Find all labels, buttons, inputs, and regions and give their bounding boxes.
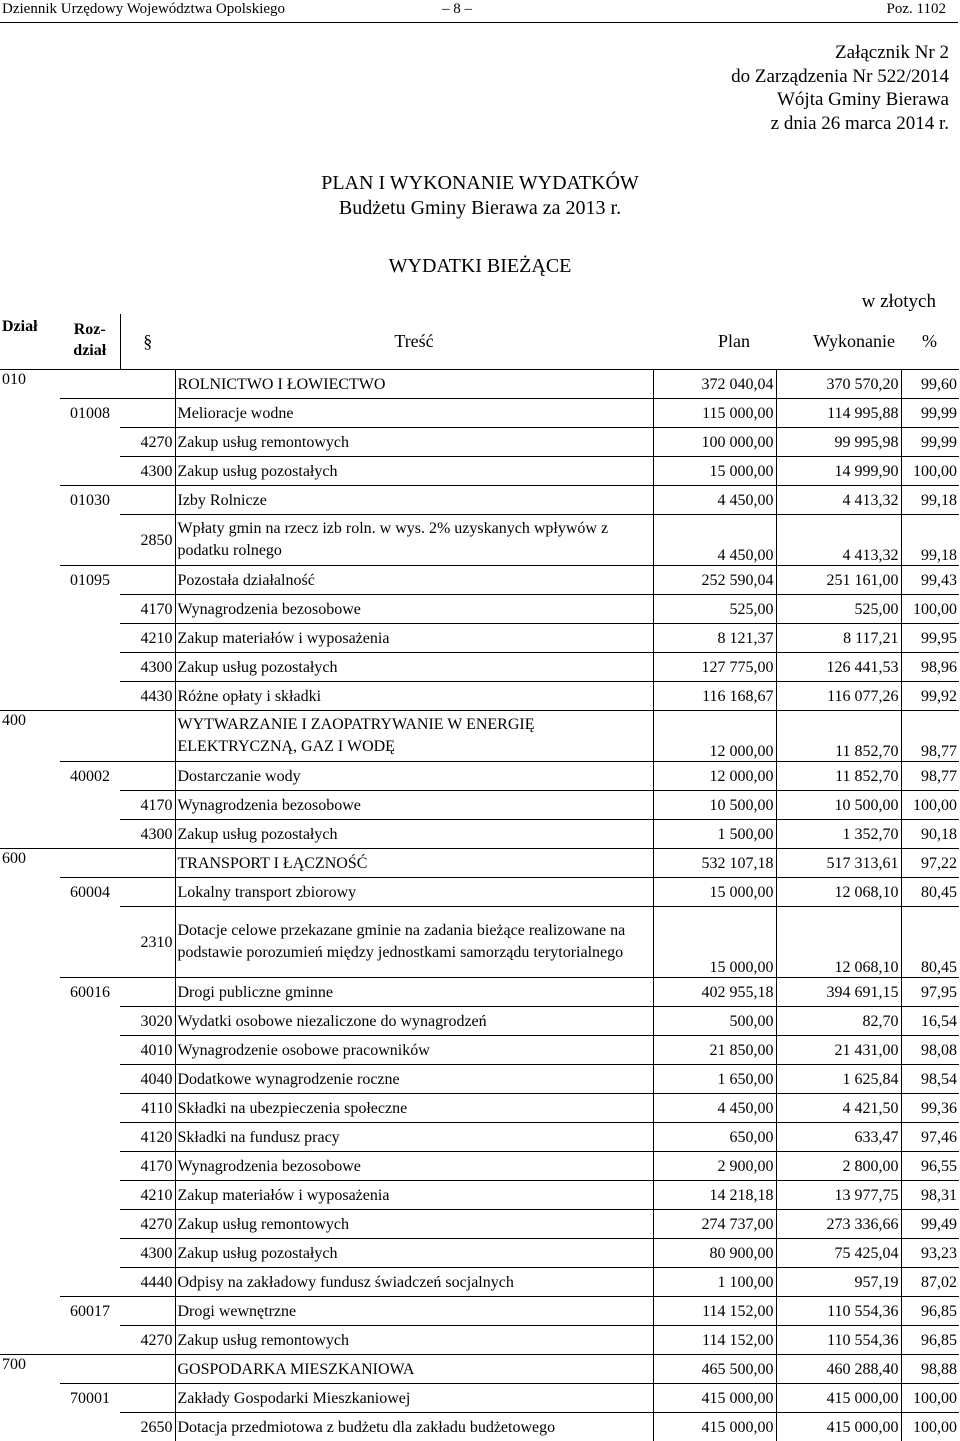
cell-paragraph xyxy=(120,978,175,1007)
cell-paragraph xyxy=(120,849,175,878)
cell-plan: 100 000,00 xyxy=(653,428,776,457)
cell-tresc: Wynagrodzenie osobowe pracowników xyxy=(175,1036,653,1065)
cell-rozdzial xyxy=(60,1326,120,1355)
table-row xyxy=(0,791,959,820)
cell-plan: 252 590,04 xyxy=(653,566,776,595)
cell-rozdzial: 70001 xyxy=(60,1384,120,1413)
cell-rozdzial xyxy=(60,682,120,711)
cell-pct: 98,31 xyxy=(901,1181,959,1210)
cell-dzial: 700 xyxy=(0,1355,60,1384)
cell-tresc: Izby Rolnicze xyxy=(175,486,653,515)
cell-wykonanie: 957,19 xyxy=(776,1268,901,1297)
cell-pct: 98,77 xyxy=(901,762,959,791)
cell-dzial xyxy=(0,566,60,595)
cell-tresc: Wynagrodzenia bezosobowe xyxy=(175,791,653,820)
cell-paragraph: 4300 xyxy=(120,1239,175,1268)
table-row xyxy=(0,1239,959,1268)
table-row xyxy=(0,978,959,1007)
cell-paragraph: 4270 xyxy=(120,1326,175,1355)
table-row xyxy=(0,1007,959,1036)
annex-line-2: do Zarządzenia Nr 522/2014 xyxy=(731,65,949,89)
cell-pct: 98,77 xyxy=(901,711,959,762)
cell-wykonanie: 21 431,00 xyxy=(776,1036,901,1065)
cell-pct: 99,49 xyxy=(901,1210,959,1239)
cell-rozdzial xyxy=(60,370,120,399)
annex-line-1: Załącznik Nr 2 xyxy=(731,41,949,65)
col-header-pct: % xyxy=(901,314,959,370)
cell-paragraph: 4010 xyxy=(120,1036,175,1065)
cell-dzial xyxy=(0,878,60,907)
cell-wykonanie: 126 441,53 xyxy=(776,653,901,682)
cell-wykonanie: 1 352,70 xyxy=(776,820,901,849)
cell-wykonanie: 2 800,00 xyxy=(776,1152,901,1181)
cell-dzial xyxy=(0,791,60,820)
cell-pct: 99,36 xyxy=(901,1094,959,1123)
cell-plan: 4 450,00 xyxy=(653,1094,776,1123)
cell-tresc: Składki na ubezpieczenia społeczne xyxy=(175,1094,653,1123)
cell-rozdzial xyxy=(60,624,120,653)
table-row xyxy=(0,1297,959,1326)
cell-paragraph xyxy=(120,878,175,907)
cell-pct: 98,88 xyxy=(901,1355,959,1384)
cell-wykonanie: 13 977,75 xyxy=(776,1181,901,1210)
cell-pct: 87,02 xyxy=(901,1268,959,1297)
cell-wykonanie: 11 852,70 xyxy=(776,762,901,791)
cell-tresc: Dostarczanie wody xyxy=(175,762,653,791)
cell-rozdzial xyxy=(60,1094,120,1123)
table-row xyxy=(0,624,959,653)
cell-dzial xyxy=(0,1297,60,1326)
cell-dzial xyxy=(0,515,60,566)
cell-pct: 98,96 xyxy=(901,653,959,682)
cell-rozdzial: 01030 xyxy=(60,486,120,515)
cell-tresc: Zakup materiałów i wyposażenia xyxy=(175,624,653,653)
cell-wykonanie: 82,70 xyxy=(776,1007,901,1036)
table-row xyxy=(0,1326,959,1355)
cell-plan: 21 850,00 xyxy=(653,1036,776,1065)
cell-wykonanie: 114 995,88 xyxy=(776,399,901,428)
cell-pct: 96,85 xyxy=(901,1297,959,1326)
cell-dzial xyxy=(0,907,60,978)
cell-tresc: Składki na fundusz pracy xyxy=(175,1123,653,1152)
cell-dzial xyxy=(0,428,60,457)
expenditure-table xyxy=(0,314,959,1441)
table-header-row xyxy=(0,314,959,370)
cell-rozdzial xyxy=(60,907,120,978)
table-body xyxy=(0,370,959,1441)
cell-dzial xyxy=(0,762,60,791)
section-title: WYDATKI BIEŻĄCE xyxy=(0,255,960,278)
cell-paragraph xyxy=(120,1355,175,1384)
cell-plan: 415 000,00 xyxy=(653,1384,776,1413)
cell-dzial xyxy=(0,486,60,515)
cell-dzial xyxy=(0,1181,60,1210)
cell-rozdzial: 40002 xyxy=(60,762,120,791)
table-row xyxy=(0,820,959,849)
cell-wykonanie: 460 288,40 xyxy=(776,1355,901,1384)
cell-tresc: Melioracje wodne xyxy=(175,399,653,428)
cell-rozdzial xyxy=(60,1268,120,1297)
table-row xyxy=(0,1181,959,1210)
cell-dzial: 400 xyxy=(0,711,60,762)
cell-rozdzial xyxy=(60,653,120,682)
cell-tresc: Zakup usług remontowych xyxy=(175,1326,653,1355)
cell-plan: 500,00 xyxy=(653,1007,776,1036)
cell-tresc: Zakup materiałów i wyposażenia xyxy=(175,1181,653,1210)
cell-tresc: Wynagrodzenia bezosobowe xyxy=(175,595,653,624)
cell-pct: 99,92 xyxy=(901,682,959,711)
cell-wykonanie: 8 117,21 xyxy=(776,624,901,653)
annex-line-3: Wójta Gminy Bierawa xyxy=(731,88,949,112)
cell-pct: 100,00 xyxy=(901,1384,959,1413)
cell-dzial: 010 xyxy=(0,370,60,399)
table-row xyxy=(0,653,959,682)
cell-rozdzial xyxy=(60,1065,120,1094)
cell-plan: 127 775,00 xyxy=(653,653,776,682)
cell-dzial xyxy=(0,457,60,486)
cell-rozdzial xyxy=(60,428,120,457)
cell-pct: 99,95 xyxy=(901,624,959,653)
cell-wykonanie: 1 625,84 xyxy=(776,1065,901,1094)
cell-dzial xyxy=(0,595,60,624)
col-header-plan: Plan xyxy=(653,314,776,370)
cell-rozdzial xyxy=(60,1239,120,1268)
cell-dzial xyxy=(0,1239,60,1268)
cell-dzial xyxy=(0,820,60,849)
position-number: Poz. 1102 xyxy=(887,1,946,18)
table-row xyxy=(0,849,959,878)
cell-rozdzial: 01095 xyxy=(60,566,120,595)
cell-tresc: Zakup usług remontowych xyxy=(175,1210,653,1239)
cell-wykonanie: 415 000,00 xyxy=(776,1384,901,1413)
cell-paragraph: 4170 xyxy=(120,595,175,624)
cell-paragraph: 4300 xyxy=(120,653,175,682)
cell-pct: 100,00 xyxy=(901,1413,959,1441)
cell-tresc: Lokalny transport zbiorowy xyxy=(175,878,653,907)
page-number: – 8 – xyxy=(442,1,472,18)
cell-wykonanie: 273 336,66 xyxy=(776,1210,901,1239)
cell-wykonanie: 12 068,10 xyxy=(776,907,901,978)
cell-plan: 80 900,00 xyxy=(653,1239,776,1268)
cell-paragraph: 4300 xyxy=(120,457,175,486)
cell-paragraph xyxy=(120,370,175,399)
cell-rozdzial xyxy=(60,791,120,820)
cell-paragraph: 2850 xyxy=(120,515,175,566)
cell-paragraph: 4430 xyxy=(120,682,175,711)
cell-plan: 12 000,00 xyxy=(653,711,776,762)
col-header-wykonanie: Wykonanie xyxy=(776,314,901,370)
cell-tresc: TRANSPORT I ŁĄCZNOŚĆ xyxy=(175,849,653,878)
cell-paragraph xyxy=(120,486,175,515)
table-row xyxy=(0,1210,959,1239)
cell-tresc: Zakup usług pozostałych xyxy=(175,820,653,849)
cell-pct: 99,18 xyxy=(901,486,959,515)
cell-pct: 97,95 xyxy=(901,978,959,1007)
cell-paragraph: 4040 xyxy=(120,1065,175,1094)
cell-pct: 98,08 xyxy=(901,1036,959,1065)
cell-wykonanie: 10 500,00 xyxy=(776,791,901,820)
table-row xyxy=(0,370,959,399)
cell-paragraph: 4120 xyxy=(120,1123,175,1152)
cell-tresc: Wpłaty gmin na rzecz izb roln. w wys. 2% uzyskanych wpływów z podatku rolnego xyxy=(175,515,653,566)
cell-plan: 15 000,00 xyxy=(653,907,776,978)
cell-rozdzial xyxy=(60,595,120,624)
cell-tresc: Wynagrodzenia bezosobowe xyxy=(175,1152,653,1181)
cell-dzial xyxy=(0,624,60,653)
cell-dzial xyxy=(0,1210,60,1239)
unit-label: w złotych xyxy=(862,291,936,313)
cell-plan: 402 955,18 xyxy=(653,978,776,1007)
col-header-rozdzial xyxy=(60,314,120,370)
header-divider xyxy=(0,22,958,23)
cell-wykonanie: 11 852,70 xyxy=(776,711,901,762)
cell-wykonanie: 525,00 xyxy=(776,595,901,624)
cell-pct: 16,54 xyxy=(901,1007,959,1036)
cell-paragraph xyxy=(120,399,175,428)
cell-rozdzial xyxy=(60,849,120,878)
cell-tresc: GOSPODARKA MIESZKANIOWA xyxy=(175,1355,653,1384)
cell-plan: 465 500,00 xyxy=(653,1355,776,1384)
cell-wykonanie: 4 421,50 xyxy=(776,1094,901,1123)
table-row xyxy=(0,1384,959,1413)
cell-rozdzial xyxy=(60,1355,120,1384)
col-header-paragraph: § xyxy=(120,314,175,370)
cell-wykonanie: 14 999,90 xyxy=(776,457,901,486)
cell-pct: 99,60 xyxy=(901,370,959,399)
cell-rozdzial xyxy=(60,515,120,566)
cell-plan: 1 500,00 xyxy=(653,820,776,849)
cell-dzial xyxy=(0,1065,60,1094)
cell-plan: 10 500,00 xyxy=(653,791,776,820)
cell-tresc: Zakup usług pozostałych xyxy=(175,653,653,682)
table-row xyxy=(0,762,959,791)
cell-wykonanie: 116 077,26 xyxy=(776,682,901,711)
table-row xyxy=(0,1123,959,1152)
cell-pct: 97,46 xyxy=(901,1123,959,1152)
cell-tresc: Odpisy na zakładowy fundusz świadczeń socjalnych xyxy=(175,1268,653,1297)
cell-paragraph xyxy=(120,711,175,762)
cell-wykonanie: 110 554,36 xyxy=(776,1297,901,1326)
cell-pct: 100,00 xyxy=(901,595,959,624)
table-row xyxy=(0,711,959,762)
cell-plan: 650,00 xyxy=(653,1123,776,1152)
cell-plan: 8 121,37 xyxy=(653,624,776,653)
col-header-dzial: Dział xyxy=(0,314,60,370)
cell-tresc: Zakłady Gospodarki Mieszkaniowej xyxy=(175,1384,653,1413)
cell-pct: 96,55 xyxy=(901,1152,959,1181)
cell-rozdzial xyxy=(60,1036,120,1065)
cell-pct: 80,45 xyxy=(901,907,959,978)
cell-dzial xyxy=(0,1007,60,1036)
cell-paragraph: 2650 xyxy=(120,1413,175,1441)
cell-wykonanie: 4 413,32 xyxy=(776,515,901,566)
cell-dzial xyxy=(0,1152,60,1181)
cell-paragraph xyxy=(120,566,175,595)
cell-plan: 15 000,00 xyxy=(653,457,776,486)
cell-tresc: Różne opłaty i składki xyxy=(175,682,653,711)
cell-pct: 99,18 xyxy=(901,515,959,566)
cell-plan: 1 650,00 xyxy=(653,1065,776,1094)
cell-paragraph: 4170 xyxy=(120,1152,175,1181)
cell-pct: 100,00 xyxy=(901,791,959,820)
cell-tresc: Drogi wewnętrzne xyxy=(175,1297,653,1326)
cell-wykonanie: 99 995,98 xyxy=(776,428,901,457)
table-row xyxy=(0,428,959,457)
cell-pct: 99,43 xyxy=(901,566,959,595)
cell-plan: 4 450,00 xyxy=(653,515,776,566)
cell-paragraph: 4110 xyxy=(120,1094,175,1123)
doc-title-line-2: Budżetu Gminy Bierawa za 2013 r. xyxy=(0,197,960,220)
cell-tresc: Zakup usług pozostałych xyxy=(175,457,653,486)
cell-plan: 114 152,00 xyxy=(653,1297,776,1326)
cell-wykonanie: 633,47 xyxy=(776,1123,901,1152)
table-row xyxy=(0,1152,959,1181)
cell-wykonanie: 12 068,10 xyxy=(776,878,901,907)
cell-paragraph xyxy=(120,1297,175,1326)
table-row xyxy=(0,1268,959,1297)
cell-plan: 12 000,00 xyxy=(653,762,776,791)
cell-paragraph: 4210 xyxy=(120,624,175,653)
cell-rozdzial xyxy=(60,1181,120,1210)
cell-pct: 90,18 xyxy=(901,820,959,849)
annex-block xyxy=(731,41,949,135)
cell-dzial xyxy=(0,1413,60,1441)
annex-line-4: z dnia 26 marca 2014 r. xyxy=(731,112,949,136)
cell-wykonanie: 415 000,00 xyxy=(776,1413,901,1441)
cell-wykonanie: 75 425,04 xyxy=(776,1239,901,1268)
cell-pct: 98,54 xyxy=(901,1065,959,1094)
page-header xyxy=(0,0,960,22)
cell-tresc: WYTWARZANIE I ZAOPATRYWANIE W ENERGIĘ ELEKTRYCZNĄ, GAZ I WODĘ xyxy=(175,711,653,762)
cell-tresc: Dodatkowe wynagrodzenie roczne xyxy=(175,1065,653,1094)
cell-pct: 80,45 xyxy=(901,878,959,907)
cell-rozdzial xyxy=(60,711,120,762)
cell-paragraph: 4170 xyxy=(120,791,175,820)
table-row xyxy=(0,515,959,566)
cell-tresc: ROLNICTWO I ŁOWIECTWO xyxy=(175,370,653,399)
cell-rozdzial xyxy=(60,457,120,486)
cell-rozdzial xyxy=(60,820,120,849)
cell-plan: 2 900,00 xyxy=(653,1152,776,1181)
cell-tresc: Dotacje celowe przekazane gminie na zadania bieżące realizowane na podstawie porozumień między jednostkami samorządu terytorialnego xyxy=(175,907,653,978)
cell-rozdzial: 01008 xyxy=(60,399,120,428)
table-row xyxy=(0,1413,959,1441)
col-header-rozdzial-line-2: dział xyxy=(73,342,106,359)
cell-paragraph: 4210 xyxy=(120,1181,175,1210)
table-row xyxy=(0,1355,959,1384)
cell-rozdzial: 60017 xyxy=(60,1297,120,1326)
table-row xyxy=(0,878,959,907)
journal-name: Dziennik Urzędowy Województwa Opolskiego xyxy=(2,1,285,18)
cell-tresc: Wydatki osobowe niezaliczone do wynagrodzeń xyxy=(175,1007,653,1036)
cell-paragraph: 2310 xyxy=(120,907,175,978)
cell-paragraph: 4270 xyxy=(120,1210,175,1239)
cell-rozdzial xyxy=(60,1210,120,1239)
cell-rozdzial xyxy=(60,1123,120,1152)
cell-tresc: Pozostała działalność xyxy=(175,566,653,595)
cell-tresc: Zakup usług pozostałych xyxy=(175,1239,653,1268)
table-row xyxy=(0,1094,959,1123)
cell-plan: 532 107,18 xyxy=(653,849,776,878)
table-row xyxy=(0,907,959,978)
cell-wykonanie: 251 161,00 xyxy=(776,566,901,595)
cell-plan: 4 450,00 xyxy=(653,486,776,515)
cell-plan: 274 737,00 xyxy=(653,1210,776,1239)
cell-plan: 14 218,18 xyxy=(653,1181,776,1210)
cell-dzial xyxy=(0,399,60,428)
cell-dzial xyxy=(0,1094,60,1123)
table-row xyxy=(0,682,959,711)
table-row xyxy=(0,486,959,515)
cell-wykonanie: 517 313,61 xyxy=(776,849,901,878)
table-row xyxy=(0,1036,959,1065)
cell-rozdzial: 60004 xyxy=(60,878,120,907)
cell-plan: 1 100,00 xyxy=(653,1268,776,1297)
cell-pct: 96,85 xyxy=(901,1326,959,1355)
cell-dzial xyxy=(0,1268,60,1297)
cell-dzial xyxy=(0,1036,60,1065)
col-header-tresc: Treść xyxy=(175,314,653,370)
cell-dzial xyxy=(0,682,60,711)
cell-dzial xyxy=(0,653,60,682)
cell-rozdzial xyxy=(60,1413,120,1441)
cell-paragraph xyxy=(120,1384,175,1413)
cell-paragraph xyxy=(120,762,175,791)
cell-dzial xyxy=(0,1123,60,1152)
cell-dzial xyxy=(0,978,60,1007)
cell-plan: 15 000,00 xyxy=(653,878,776,907)
col-header-rozdzial-line-1: Roz- xyxy=(74,321,106,338)
cell-pct: 93,23 xyxy=(901,1239,959,1268)
cell-plan: 115 000,00 xyxy=(653,399,776,428)
cell-rozdzial: 60016 xyxy=(60,978,120,1007)
table-row xyxy=(0,457,959,486)
cell-pct: 99,99 xyxy=(901,399,959,428)
cell-wykonanie: 370 570,20 xyxy=(776,370,901,399)
cell-plan: 415 000,00 xyxy=(653,1413,776,1441)
table-row xyxy=(0,566,959,595)
table-row xyxy=(0,595,959,624)
cell-paragraph: 4300 xyxy=(120,820,175,849)
cell-paragraph: 4440 xyxy=(120,1268,175,1297)
doc-title-line-1: PLAN I WYKONANIE WYDATKÓW xyxy=(0,172,960,195)
cell-tresc: Drogi publiczne gminne xyxy=(175,978,653,1007)
cell-wykonanie: 4 413,32 xyxy=(776,486,901,515)
table-row xyxy=(0,1065,959,1094)
cell-plan: 116 168,67 xyxy=(653,682,776,711)
cell-tresc: Zakup usług remontowych xyxy=(175,428,653,457)
cell-paragraph: 4270 xyxy=(120,428,175,457)
cell-dzial: 600 xyxy=(0,849,60,878)
cell-dzial xyxy=(0,1326,60,1355)
cell-wykonanie: 394 691,15 xyxy=(776,978,901,1007)
cell-rozdzial xyxy=(60,1007,120,1036)
cell-plan: 525,00 xyxy=(653,595,776,624)
cell-dzial xyxy=(0,1384,60,1413)
cell-plan: 114 152,00 xyxy=(653,1326,776,1355)
cell-rozdzial xyxy=(60,1152,120,1181)
table-row xyxy=(0,399,959,428)
cell-wykonanie: 110 554,36 xyxy=(776,1326,901,1355)
cell-paragraph: 3020 xyxy=(120,1007,175,1036)
cell-pct: 97,22 xyxy=(901,849,959,878)
cell-pct: 100,00 xyxy=(901,457,959,486)
cell-plan: 372 040,04 xyxy=(653,370,776,399)
cell-pct: 99,99 xyxy=(901,428,959,457)
cell-tresc: Dotacja przedmiotowa z budżetu dla zakładu budżetowego xyxy=(175,1413,653,1441)
